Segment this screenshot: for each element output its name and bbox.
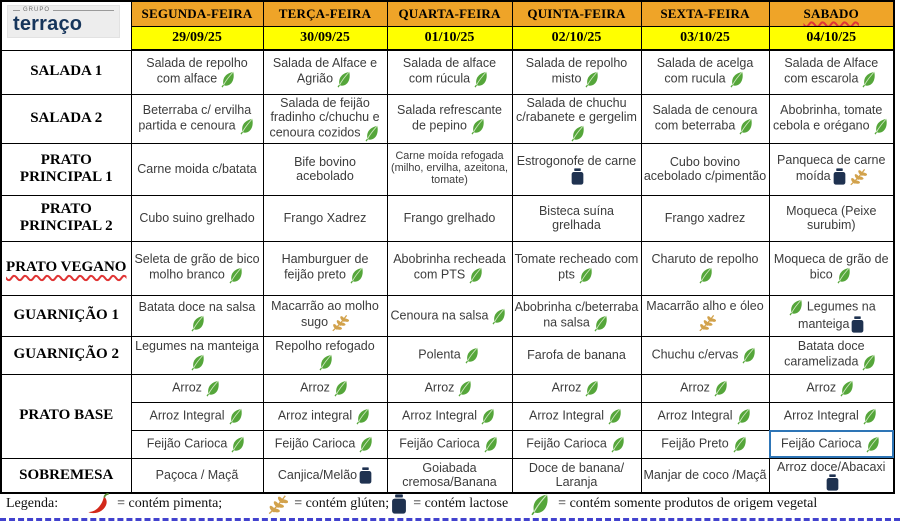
- menu-item-text: Arroz: [680, 380, 710, 395]
- leaf-icon: [860, 353, 878, 371]
- leaf-icon: [189, 314, 207, 332]
- menu-item-text: Carne moída refogada (milho, ervilha, azeitona, tomate): [390, 150, 509, 186]
- menu-item-text: Carne moida c/batata: [137, 162, 257, 176]
- menu-item-text: Tomate recheado com pts: [514, 252, 639, 282]
- menu-cell[interactable]: [131, 241, 263, 295]
- menu-cell[interactable]: [387, 374, 512, 402]
- day-header[interactable]: [263, 1, 387, 27]
- menu-item-text: Arroz: [300, 380, 330, 395]
- menu-cell[interactable]: [641, 336, 769, 374]
- menu-cell[interactable]: [387, 241, 512, 295]
- leaf-icon: [482, 435, 500, 453]
- menu-item-text: Estrogonofe de carne: [516, 153, 637, 168]
- leaf-icon: [787, 298, 805, 316]
- date-cell[interactable]: 02/10/25: [512, 27, 641, 51]
- menu-cell[interactable]: [641, 402, 769, 430]
- menu-item-text: Doce de banana/ Laranja: [528, 461, 625, 490]
- menu-cell[interactable]: [387, 143, 512, 195]
- row-label-text: GUARNIÇÃO 1: [13, 306, 119, 323]
- menu-item-text: Salada refrescante de pepino: [397, 102, 502, 132]
- date-cell[interactable]: 30/09/25: [263, 27, 387, 51]
- wheat-icon: [697, 313, 716, 332]
- leaf-icon: [227, 407, 245, 425]
- menu-item-text: Paçoca / Maçã: [155, 468, 239, 483]
- leaf-icon: [332, 379, 350, 397]
- pepper-icon: [86, 491, 111, 516]
- row-label-text: SALADA 1: [30, 63, 103, 80]
- menu-cell[interactable]: [131, 295, 263, 336]
- menu-cell[interactable]: [387, 295, 512, 336]
- menu-item-text: Arroz Integral: [149, 408, 225, 423]
- date-cell[interactable]: 29/09/25: [131, 27, 263, 51]
- menu-cell[interactable]: [131, 94, 263, 143]
- menu-item-text: Frango xadrez: [664, 211, 746, 225]
- menu-cell[interactable]: [131, 143, 263, 195]
- menu-cell[interactable]: [387, 402, 512, 430]
- menu-item-text: Frango Xadrez: [283, 211, 367, 225]
- leaf-icon: [606, 407, 624, 425]
- menu-cell[interactable]: [769, 195, 894, 241]
- menu-item-text: Feijão Carioca: [146, 436, 228, 451]
- menu-cell[interactable]: [131, 195, 263, 241]
- row-label[interactable]: [1, 143, 131, 195]
- leaf-icon: [583, 379, 601, 397]
- menu-item-text: Salada de repolho misto: [525, 56, 628, 86]
- menu-cell[interactable]: [263, 143, 387, 195]
- menu-cell[interactable]: [769, 50, 894, 94]
- row-label[interactable]: [1, 195, 131, 241]
- menu-cell[interactable]: [512, 430, 641, 458]
- menu-cell[interactable]: [131, 50, 263, 94]
- menu-item-text: Panqueca de carne moída: [777, 152, 886, 183]
- menu-item-text: Arroz Integral: [783, 408, 859, 423]
- menu-cell[interactable]: [263, 195, 387, 241]
- row-label-text: PRATO PRINCIPAL 1: [19, 151, 113, 185]
- menu-cell[interactable]: [769, 430, 894, 458]
- logo-group-text: GRUPO: [23, 7, 51, 13]
- menu-cell[interactable]: [769, 374, 894, 402]
- menu-cell[interactable]: [131, 374, 263, 402]
- menu-cell[interactable]: [641, 143, 769, 195]
- legend-item-text: = contém pimenta;: [117, 495, 223, 511]
- menu-cell[interactable]: [263, 94, 387, 143]
- leaf-icon: [317, 353, 335, 371]
- menu-item-text: Arroz integral: [277, 408, 353, 423]
- menu-cell[interactable]: [131, 430, 263, 458]
- menu-item-text: Abobrinha, tomate cebola e orégano: [772, 102, 883, 132]
- menu-cell[interactable]: [263, 374, 387, 402]
- menu-item-text: Macarrão alho e óleo: [646, 299, 764, 313]
- leaf-icon: [528, 492, 552, 516]
- menu-item-text: Farofa de banana: [527, 348, 626, 362]
- day-header[interactable]: [387, 1, 512, 27]
- day-header-label: SABADO: [803, 6, 859, 21]
- leaf-icon: [348, 266, 366, 284]
- menu-cell[interactable]: [641, 374, 769, 402]
- menu-cell[interactable]: [512, 402, 641, 430]
- row-label-text: GUARNIÇÃO 2: [13, 346, 119, 363]
- menu-cell[interactable]: [263, 50, 387, 94]
- legend-item: [391, 494, 508, 514]
- leaf-icon: [469, 117, 487, 135]
- legend-item-text: = contém lactose: [413, 495, 509, 511]
- leaf-icon: [728, 70, 746, 88]
- menu-item-text: Manjar de coco /Maçã: [643, 468, 767, 483]
- leaf-icon: [861, 407, 879, 425]
- menu-item-text: Moqueca (Peixe surubim): [786, 204, 877, 232]
- row-label[interactable]: [1, 241, 131, 295]
- menu-item-text: Charuto de repolho: [651, 252, 759, 266]
- menu-item-text: Salada de acelga com rucula: [656, 56, 754, 86]
- menu-cell[interactable]: [387, 195, 512, 241]
- menu-cell[interactable]: [512, 295, 641, 336]
- menu-cell[interactable]: [263, 336, 387, 374]
- menu-cell[interactable]: [387, 430, 512, 458]
- menu-item-text: Legumes na manteiga: [135, 339, 259, 353]
- menu-cell[interactable]: [769, 143, 894, 195]
- day-header-label: TERÇA-FEIRA: [278, 6, 372, 21]
- menu-item-text: Arroz Integral: [528, 408, 605, 423]
- leaf-icon: [583, 70, 601, 88]
- menu-cell[interactable]: [263, 402, 387, 430]
- menu-item-text: Abobrinha recheada com PTS: [393, 252, 506, 282]
- menu-item-text: Arroz doce/Abacaxi: [777, 459, 886, 474]
- menu-item-text: Feijão Carioca: [780, 436, 862, 451]
- menu-item-text: Beterraba c/ ervilha partida e cenoura: [138, 102, 252, 132]
- menu-item-text: Bife bovino acebolado: [294, 155, 356, 183]
- date-cell[interactable]: 04/10/25: [769, 27, 894, 51]
- leaf-icon: [860, 70, 878, 88]
- legend-item-text: = contém glúten;: [294, 495, 390, 511]
- milk-icon: [391, 494, 407, 514]
- menu-cell[interactable]: [641, 295, 769, 336]
- day-header-label: QUINTA-FEIRA: [527, 6, 626, 21]
- legend-item: [528, 492, 817, 516]
- menu-cell[interactable]: [263, 430, 387, 458]
- leaf-icon: [697, 266, 715, 284]
- leaf-icon: [227, 266, 245, 284]
- leaf-icon: [712, 379, 730, 397]
- day-header[interactable]: [512, 1, 641, 27]
- menu-item-text: Cubo suino grelhado: [139, 211, 255, 225]
- day-header-label: SEGUNDA-FEIRA: [141, 6, 253, 21]
- menu-item-text: Salada de Alface com escarola: [784, 56, 879, 86]
- menu-item-text: Batata doce na salsa: [138, 299, 256, 314]
- row-label-text: PRATO VEGANO: [6, 259, 127, 276]
- menu-cell[interactable]: [512, 336, 641, 374]
- date-cell[interactable]: 01/10/25: [387, 27, 512, 51]
- menu-item-text: Moqueca de grão de bico: [773, 252, 889, 282]
- wheat-icon: [330, 313, 349, 332]
- legend-title: Legenda:: [6, 495, 59, 511]
- leaf-icon: [238, 117, 256, 135]
- menu-cell[interactable]: [387, 94, 512, 143]
- legend-item-text: = contém somente produtos de origem vegetal: [558, 495, 818, 511]
- menu-cell[interactable]: [512, 94, 641, 143]
- row-label-text: PRATO PRINCIPAL 2: [19, 200, 113, 234]
- row-label-text: SOBREMESA: [19, 466, 114, 483]
- menu-cell[interactable]: [641, 195, 769, 241]
- legend-item: [266, 493, 389, 515]
- leaf-icon: [577, 266, 595, 284]
- row-label[interactable]: [1, 374, 131, 458]
- menu-cell[interactable]: [387, 50, 512, 94]
- menu-item-text: Goiabada cremosa/Banana: [402, 461, 497, 490]
- menu-cell[interactable]: [769, 402, 894, 430]
- leaf-icon: [472, 70, 490, 88]
- leaf-icon: [609, 435, 627, 453]
- menu-item-text: Arroz Integral: [401, 408, 478, 423]
- menu-item-text: Legumes na manteiga: [798, 299, 876, 331]
- leaf-icon: [335, 70, 353, 88]
- leaf-icon: [363, 124, 381, 142]
- leaf-icon: [479, 407, 497, 425]
- menu-cell[interactable]: [263, 241, 387, 295]
- leaf-icon: [835, 266, 853, 284]
- wheat-icon: [848, 167, 867, 186]
- menu-cell[interactable]: [641, 241, 769, 295]
- day-header[interactable]: [131, 1, 263, 27]
- leaf-icon: [740, 346, 758, 364]
- menu-item-text: Hamburguer de feijão preto: [281, 252, 369, 282]
- menu-item-text: Arroz: [172, 380, 202, 395]
- row-label[interactable]: [1, 94, 131, 143]
- day-header[interactable]: [769, 1, 894, 27]
- menu-cell[interactable]: [641, 50, 769, 94]
- menu-item-text: Arroz: [806, 380, 837, 395]
- leaf-icon: [357, 435, 375, 453]
- menu-item-text: Salada de cenoura com beterraba: [652, 102, 758, 132]
- menu-item-text: Chuchu c/ervas: [651, 347, 739, 362]
- menu-item-text: Polenta: [418, 347, 461, 362]
- milk-icon: [851, 316, 864, 333]
- leaf-icon: [872, 117, 890, 135]
- menu-item-text: Cenoura na salsa: [390, 307, 489, 322]
- menu-cell[interactable]: [641, 94, 769, 143]
- menu-cell[interactable]: [263, 295, 387, 336]
- menu-item-text: Cubo bovino acebolado c/pimentão: [643, 155, 767, 183]
- legend-items: [58, 491, 817, 516]
- menu-item-text: Feijão Carioca: [274, 436, 356, 451]
- menu-item-text: Feijão Preto: [661, 436, 729, 451]
- leaf-icon: [189, 353, 207, 371]
- logo: [7, 5, 120, 38]
- menu-item-text: Bisteca suína grelhada: [538, 204, 615, 232]
- leaf-icon: [219, 70, 237, 88]
- menu-item-text: Feijão Carioca: [399, 436, 480, 451]
- row-label[interactable]: [1, 295, 131, 336]
- row-label-text: PRATO BASE: [19, 407, 114, 424]
- page-break-line: [0, 518, 900, 521]
- logo-name: terraço: [13, 13, 83, 35]
- menu-item-text: Salada de chuchu c/rabanete e gergelim: [516, 95, 637, 124]
- menu-cell[interactable]: [512, 195, 641, 241]
- leaf-icon: [456, 379, 474, 397]
- leaf-icon: [735, 407, 753, 425]
- menu-cell[interactable]: [512, 50, 641, 94]
- menu-cell[interactable]: [131, 336, 263, 374]
- day-header-label: SEXTA-FEIRA: [660, 6, 750, 21]
- menu-item-text: Repolho refogado: [275, 339, 375, 353]
- menu-cell[interactable]: [387, 336, 512, 374]
- milk-icon: [359, 467, 372, 484]
- menu-item-text: Arroz: [551, 380, 582, 395]
- leaf-icon: [838, 379, 856, 397]
- menu-cell[interactable]: [769, 241, 894, 295]
- menu-item-text: Abobrinha c/beterraba na salsa: [514, 299, 639, 329]
- menu-item-text: Arroz: [424, 380, 455, 395]
- menu-item-text: Feijão Carioca: [526, 436, 607, 451]
- menu-item-text: Salada de alface com rúcula: [402, 56, 497, 86]
- menu-cell[interactable]: [769, 336, 894, 374]
- leaf-icon: [467, 266, 485, 284]
- menu-cell[interactable]: [512, 241, 641, 295]
- menu-item-text: Salada de feijão fradinho c/chuchu e cenoura cozidos: [269, 95, 380, 139]
- milk-icon: [571, 168, 584, 185]
- leaf-icon: [737, 117, 755, 135]
- leaf-icon: [569, 124, 587, 142]
- menu-item-text: Batata doce caramelizada: [784, 339, 865, 369]
- menu-cell[interactable]: [512, 143, 641, 195]
- milk-icon: [833, 168, 846, 185]
- legend: [2, 488, 898, 519]
- leaf-icon: [592, 314, 610, 332]
- menu-item-text: Salada de repolho com alface: [146, 56, 248, 86]
- date-cell[interactable]: 03/10/25: [641, 27, 769, 51]
- day-header-label: QUARTA-FEIRA: [398, 6, 501, 21]
- leaf-icon: [864, 435, 882, 453]
- menu-item-text: Salada de Alface e Agrião: [272, 56, 378, 86]
- leaf-icon: [229, 435, 247, 453]
- menu-cell[interactable]: [641, 430, 769, 458]
- menu-item-text: Frango grelhado: [403, 211, 496, 225]
- legend-item: [86, 491, 222, 516]
- row-label[interactable]: [1, 50, 131, 94]
- menu-cell[interactable]: [769, 295, 894, 336]
- leaf-icon: [463, 346, 481, 364]
- menu-cell[interactable]: [131, 402, 263, 430]
- leaf-icon: [354, 407, 372, 425]
- menu-item-text: Arroz Integral: [657, 408, 733, 423]
- day-header[interactable]: [641, 1, 769, 27]
- menu-cell[interactable]: [512, 374, 641, 402]
- menu-item-text: Canjica/Melão: [277, 467, 358, 482]
- leaf-icon: [490, 307, 508, 325]
- wheat-icon: [266, 493, 288, 515]
- row-label[interactable]: [1, 336, 131, 374]
- leaf-icon: [731, 435, 749, 453]
- menu-cell[interactable]: [769, 94, 894, 143]
- row-label-text: SALADA 2: [30, 109, 103, 126]
- menu-item-text: Seleta de grão de bico molho branco: [134, 252, 260, 282]
- leaf-icon: [204, 379, 222, 397]
- menu-item-text: Macarrão ao molho sugo: [271, 299, 379, 329]
